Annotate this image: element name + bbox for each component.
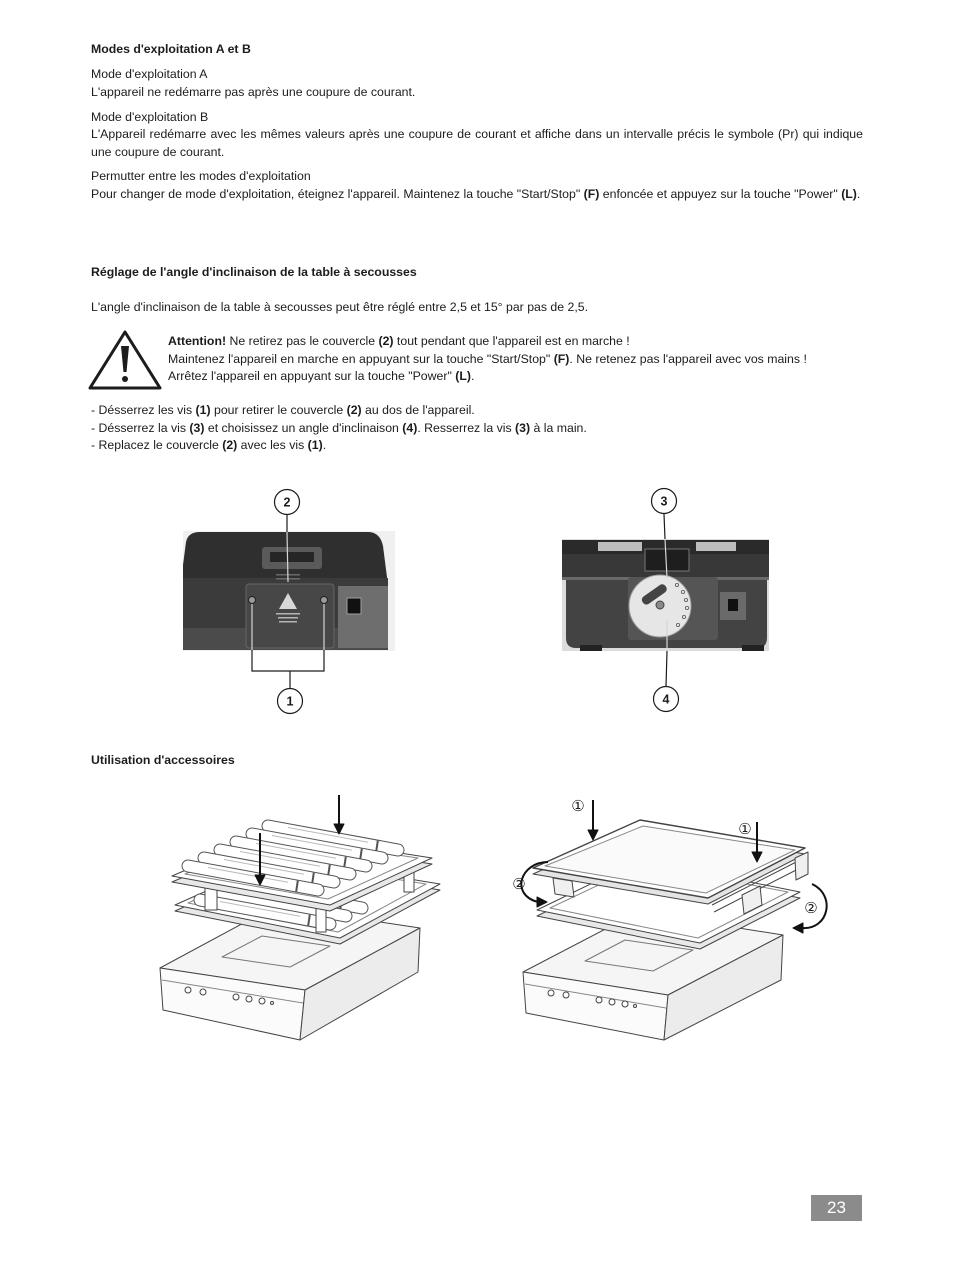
- text-segment: - Désserrez les vis: [91, 403, 196, 417]
- mode-a-text: L'appareil ne redémarre pas après une coupure de courant.: [91, 85, 416, 99]
- text-segment: Maintenez l'appareil en marche en appuyant sur la touche "Start/Stop": [168, 351, 554, 366]
- screw-right: [321, 597, 328, 604]
- text-segment: Pour changer de mode d'exploitation, éteignez l'appareil. Maintenez la touche "Start/Stop": [91, 187, 584, 201]
- text-segment: .: [322, 438, 327, 452]
- callout-label: 3: [660, 494, 668, 509]
- page-number: 23: [811, 1195, 862, 1221]
- key-reference-l: (L): [841, 187, 857, 201]
- back-cover: [246, 584, 334, 648]
- callout-4: [654, 687, 679, 712]
- section-heading-modes: Modes d'exploitation A et B: [91, 42, 251, 56]
- accessory-illustration-tube-rack: [160, 795, 440, 1040]
- text-segment: enfoncée et appuyez sur la touche "Power": [599, 187, 842, 201]
- callout-press-right: ①: [738, 820, 752, 838]
- device-foot-left: [580, 645, 602, 651]
- part-reference: (1): [195, 403, 211, 417]
- callout-clamp-right: ②: [804, 899, 818, 917]
- text-segment: .: [856, 187, 861, 201]
- key-reference-f: (F): [553, 351, 570, 366]
- warning-triangle-icon: [90, 332, 160, 388]
- text-segment: pour retirer le couvercle: [210, 403, 347, 417]
- connector-block: [338, 586, 388, 648]
- text-segment: - Replacez le couvercle: [91, 438, 223, 452]
- text-segment: - Désserrez la vis: [91, 420, 190, 435]
- part-reference-2: (2): [378, 334, 394, 348]
- device-back-photo: [183, 531, 395, 651]
- callout-press-left: ①: [571, 797, 585, 815]
- part-reference: (2): [346, 403, 362, 417]
- key-reference-l: (L): [455, 369, 471, 383]
- text-segment: à la main.: [530, 420, 587, 435]
- accessory-illustration-platform: [521, 800, 826, 1040]
- callout-label: 1: [286, 694, 294, 709]
- part-reference: (2): [222, 438, 238, 452]
- warning-label: Attention!: [168, 334, 227, 348]
- text-segment: Arrêtez l'appareil en appuyant sur la touche "Power": [168, 369, 456, 383]
- part-reference: (3): [515, 420, 531, 435]
- mode-a-title: Mode d'exploitation A: [91, 67, 208, 81]
- callout-label: 4: [662, 692, 670, 707]
- part-reference: (4): [402, 420, 418, 435]
- callout-3: [652, 489, 677, 514]
- callout-1: [278, 689, 303, 714]
- mode-b-text: L'Appareil redémarre avec les mêmes valeurs après une coupure de courant et affiche dans un intervalle précis le symbole (Pr) qui indique une coupure de courant.: [91, 127, 863, 159]
- section-heading-accessories: Utilisation d'accessoires: [91, 753, 235, 767]
- power-socket: [347, 598, 361, 614]
- switch-modes-title: Permutter entre les modes d'exploitation: [91, 169, 311, 183]
- text-segment: . Ne retenez pas l'appareil avec vos mains !: [569, 351, 807, 366]
- dial-screw: [656, 601, 664, 609]
- part-reference: (1): [307, 438, 323, 452]
- screw-left: [249, 597, 256, 604]
- key-reference-f: (F): [583, 187, 600, 201]
- power-socket: [728, 599, 738, 611]
- callout-2: [275, 490, 300, 515]
- part-reference: (3): [189, 420, 205, 435]
- text-segment: et choisissez un angle d'inclinaison: [204, 420, 403, 435]
- section-heading-tilt: Réglage de l'angle d'inclinaison de la table à secousses: [91, 265, 417, 279]
- warning-label-text-lines: [276, 613, 300, 623]
- text-segment: au dos de l'appareil.: [361, 403, 475, 417]
- text-segment: tout pendant que l'appareil est en marche !: [393, 334, 630, 348]
- tilt-intro-text: L'angle d'inclinaison de la table à secousses peut être réglé entre 2,5 et 15° par pas de 2,5.: [91, 300, 589, 314]
- text-segment: avec les vis: [237, 438, 308, 452]
- mode-b-title: Mode d'exploitation B: [91, 110, 209, 124]
- device-foot-right: [742, 645, 764, 651]
- text-segment: .: [470, 369, 475, 383]
- callout-clamp-left: ②: [512, 875, 526, 893]
- callout-label: 2: [283, 495, 291, 510]
- text-segment: Ne retirez pas le couvercle: [226, 334, 379, 348]
- text-segment: . Resserrez la vis: [417, 420, 516, 435]
